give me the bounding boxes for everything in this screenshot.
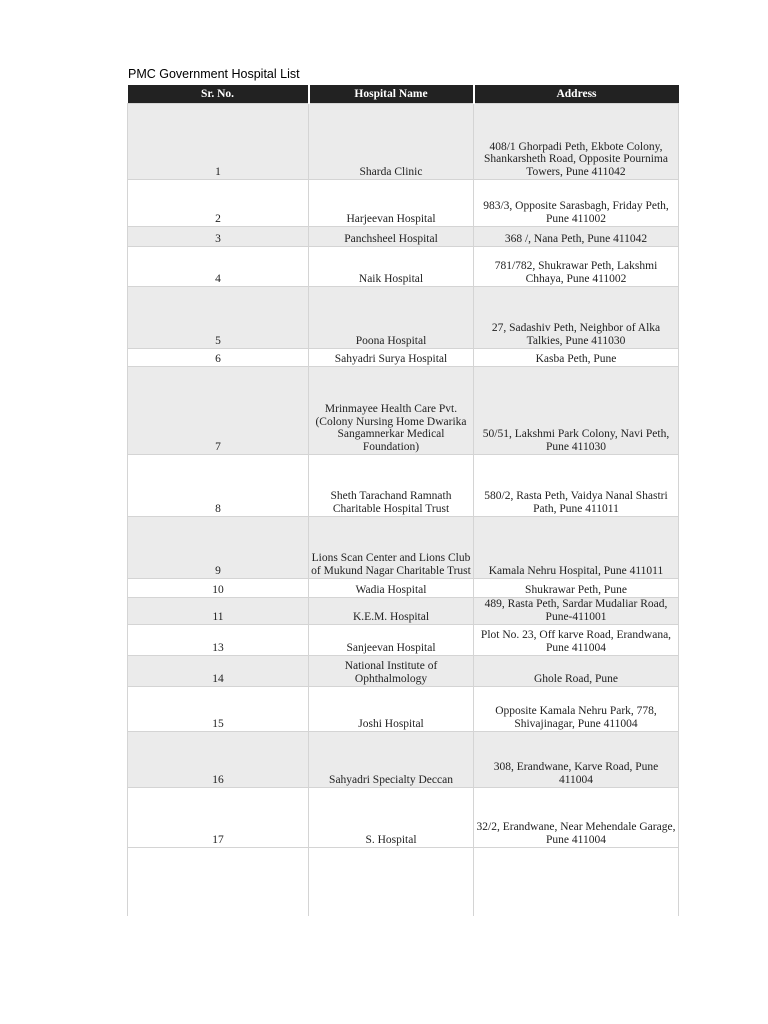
table-row xyxy=(128,227,679,247)
header-address: Address xyxy=(474,85,679,104)
table-row xyxy=(128,247,679,287)
empty-cell xyxy=(128,848,309,916)
cell-address: Ghole Road, Pune xyxy=(474,656,679,687)
cell-hospital-name: Naik Hospital xyxy=(309,247,474,287)
cell-address: 27, Sadashiv Peth, Neighbor of Alka Talkies, Pune 411030 xyxy=(474,287,679,349)
cell-hospital-name: Sheth Tarachand Ramnath Charitable Hospital Trust xyxy=(309,455,474,517)
cell-sr-no: 16 xyxy=(128,732,309,788)
empty-row xyxy=(128,848,679,916)
cell-address: 50/51, Lakshmi Park Colony, Navi Peth, Pune 411030 xyxy=(474,367,679,455)
cell-sr-no: 11 xyxy=(128,598,309,625)
table-row xyxy=(128,625,679,656)
cell-sr-no: 3 xyxy=(128,227,309,247)
cell-address: 368 /, Nana Peth, Pune 411042 xyxy=(474,227,679,247)
cell-address: 489, Rasta Peth, Sardar Mudaliar Road, Pune-411001 xyxy=(474,598,679,625)
cell-sr-no: 6 xyxy=(128,349,309,367)
cell-sr-no: 4 xyxy=(128,247,309,287)
cell-hospital-name: Poona Hospital xyxy=(309,287,474,349)
cell-address: Kasba Peth, Pune xyxy=(474,349,679,367)
cell-hospital-name: Lions Scan Center and Lions Club of Mukund Nagar Charitable Trust xyxy=(309,517,474,579)
table-row xyxy=(128,287,679,349)
cell-address: Plot No. 23, Off karve Road, Erandwana, Pune 411004 xyxy=(474,625,679,656)
cell-hospital-name: Joshi Hospital xyxy=(309,687,474,732)
cell-sr-no: 7 xyxy=(128,367,309,455)
cell-hospital-name: Sharda Clinic xyxy=(309,104,474,180)
table-row xyxy=(128,349,679,367)
cell-sr-no: 5 xyxy=(128,287,309,349)
cell-sr-no: 14 xyxy=(128,656,309,687)
table-row xyxy=(128,788,679,848)
cell-hospital-name: S. Hospital xyxy=(309,788,474,848)
cell-sr-no: 15 xyxy=(128,687,309,732)
table-row xyxy=(128,656,679,687)
cell-address: Kamala Nehru Hospital, Pune 411011 xyxy=(474,517,679,579)
cell-address: 32/2, Erandwane, Near Mehendale Garage, Pune 411004 xyxy=(474,788,679,848)
table-row xyxy=(128,367,679,455)
cell-sr-no: 10 xyxy=(128,579,309,598)
cell-hospital-name: Mrinmayee Health Care Pvt. (Colony Nursing Home Dwarika Sangamnerkar Medical Foundation) xyxy=(309,367,474,455)
cell-sr-no: 2 xyxy=(128,180,309,227)
cell-sr-no: 17 xyxy=(128,788,309,848)
table-row xyxy=(128,598,679,625)
cell-hospital-name: K.E.M. Hospital xyxy=(309,598,474,625)
table-row xyxy=(128,104,679,180)
cell-sr-no: 1 xyxy=(128,104,309,180)
header-row xyxy=(128,85,679,104)
empty-cell xyxy=(309,848,474,916)
header-sr-no: Sr. No. xyxy=(128,85,309,104)
cell-sr-no: 13 xyxy=(128,625,309,656)
table-row xyxy=(128,180,679,227)
hospital-table xyxy=(127,85,679,916)
table-row xyxy=(128,579,679,598)
cell-address: Shukrawar Peth, Pune xyxy=(474,579,679,598)
cell-hospital-name: National Institute of Ophthalmology xyxy=(309,656,474,687)
table-row xyxy=(128,732,679,788)
cell-address: Opposite Kamala Nehru Park, 778, Shivajinagar, Pune 411004 xyxy=(474,687,679,732)
header-hospital-name: Hospital Name xyxy=(309,85,474,104)
cell-hospital-name: Wadia Hospital xyxy=(309,579,474,598)
cell-hospital-name: Harjeevan Hospital xyxy=(309,180,474,227)
cell-sr-no: 8 xyxy=(128,455,309,517)
cell-hospital-name: Sahyadri Specialty Deccan xyxy=(309,732,474,788)
cell-hospital-name: Sahyadri Surya Hospital xyxy=(309,349,474,367)
table-row xyxy=(128,455,679,517)
cell-address: 580/2, Rasta Peth, Vaidya Nanal Shastri Path, Pune 411011 xyxy=(474,455,679,517)
table-row xyxy=(128,517,679,579)
cell-address: 781/782, Shukrawar Peth, Lakshmi Chhaya, Pune 411002 xyxy=(474,247,679,287)
empty-cell xyxy=(474,848,679,916)
cell-address: 983/3, Opposite Sarasbagh, Friday Peth, Pune 411002 xyxy=(474,180,679,227)
document-title: PMC Government Hospital List xyxy=(128,67,300,81)
cell-address: 308, Erandwane, Karve Road, Pune 411004 xyxy=(474,732,679,788)
cell-sr-no: 9 xyxy=(128,517,309,579)
cell-hospital-name: Panchsheel Hospital xyxy=(309,227,474,247)
cell-address: 408/1 Ghorpadi Peth, Ekbote Colony, Shankarsheth Road, Opposite Pournima Towers, Pune 411042 xyxy=(474,104,679,180)
table-row xyxy=(128,687,679,732)
cell-hospital-name: Sanjeevan Hospital xyxy=(309,625,474,656)
